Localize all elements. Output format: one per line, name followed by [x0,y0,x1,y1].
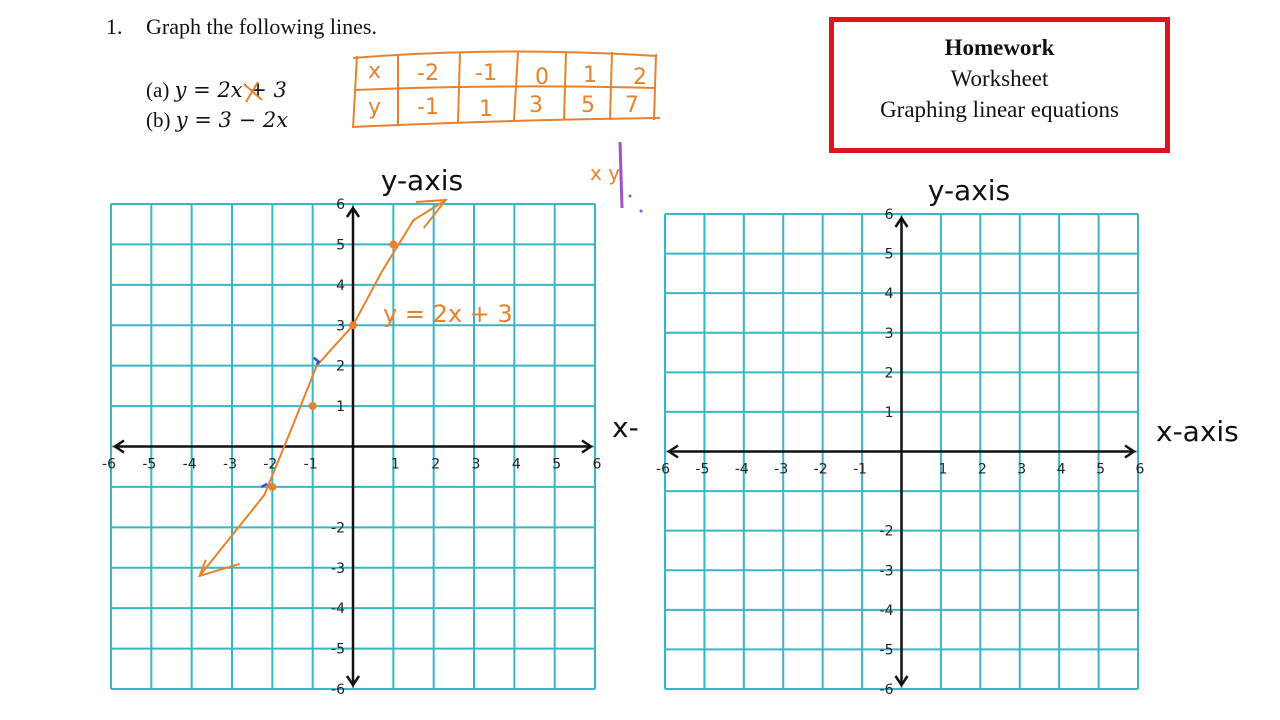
table-divider [610,52,612,120]
y-tick-label: -4 [331,601,345,618]
x-tick-label: 3 [1017,461,1027,478]
x-tick-label: 5 [552,456,562,473]
y-tick-label: -5 [879,642,894,659]
x-tick-label: -2 [813,461,828,478]
equation-b-text: y = 3 − 2x [175,108,289,132]
homework-title: Homework [944,35,1055,60]
y-tick-label: 2 [884,365,894,382]
table-divider [458,52,460,122]
x-tick-label: -1 [303,456,318,473]
homework-topic: Graphing linear equations [880,97,1119,122]
grid-left-y-axis-label: y-axis [380,164,464,197]
equation-a-text: y = 2x + 3 [174,78,287,102]
y-tick-label: 4 [336,277,345,294]
table-x-cell: 2 [633,65,647,90]
y-tick-label: -3 [879,563,894,580]
equation-b-label: (b) [146,108,171,132]
x-tick-label: -1 [853,461,868,478]
plotted-point [349,321,357,329]
x-tick-label: 4 [511,456,521,473]
grid-right-x-axis-label: x-axis [1156,415,1239,448]
y-tick-label: -4 [879,602,894,619]
table-x-cell: -1 [475,61,497,86]
y-tick-label: -3 [331,560,345,577]
graphed-line [200,200,446,576]
table-x-cell: -2 [417,61,439,86]
x-tick-label: -6 [102,456,116,473]
x-tick-label: 4 [1056,461,1066,478]
grid-right [656,207,1145,698]
x-tick-label: -6 [656,461,670,478]
x-tick-label: -5 [142,456,157,473]
y-tick-label: 3 [884,325,894,342]
x-tick-label: 6 [592,456,602,473]
y-tick-label: 5 [884,246,894,263]
x-tick-label: -2 [263,456,278,473]
y-tick-label: 4 [884,286,894,303]
x-tick-label: 1 [938,461,948,478]
side-note: x y [590,161,621,185]
plotted-point [268,483,276,491]
y-tick-label: 1 [336,399,345,416]
value-table [353,51,660,128]
table-x-cell: 0 [535,65,549,90]
homework-subtitle: Worksheet [950,66,1049,91]
table-y-cell: -1 [417,95,439,120]
grid-left [102,197,602,698]
x-tick-label: 6 [1135,461,1145,478]
x-tick-label: -4 [182,456,197,473]
question-number: 1. [106,14,123,39]
x-tick-label: -5 [695,461,710,478]
x-tick-label: -3 [223,456,237,473]
blue-mark [314,358,319,365]
y-tick-label: 1 [884,404,894,421]
table-y-header: y [368,95,382,120]
y-tick-label: -2 [331,520,345,537]
table-x-header: x [368,59,382,84]
line-label: y = 2x + 3 [383,300,513,328]
x-tick-label: 2 [431,456,441,473]
grid-left-x-axis-label: x- [612,411,639,444]
table-right-border [654,54,656,120]
grid-right-y-axis-label: y-axis [927,174,1011,207]
y-tick-label: 5 [336,237,345,254]
table-y-cell: 5 [581,93,595,118]
equation-a-label: (a) [146,78,170,102]
x-tick-label: -3 [774,461,789,478]
y-tick-label: -6 [331,682,345,698]
purple-stroke [620,142,622,208]
plotted-point [309,402,317,410]
y-tick-label: 2 [336,358,345,375]
x-tick-label: 1 [390,456,400,473]
hand-drawn-graph [200,200,446,576]
x-tick-label: 2 [977,461,987,478]
y-tick-label: 3 [336,318,345,335]
purple-dot [640,210,643,213]
y-tick-label: 6 [884,207,894,223]
table-y-cell: 3 [529,93,543,118]
question-prompt: Graph the following lines. [146,14,377,39]
plotted-point [389,240,397,248]
y-tick-label: -6 [879,682,894,698]
strike-mark [244,82,262,102]
table-x-cell: 1 [583,63,597,88]
purple-dot [629,195,632,198]
x-tick-label: -4 [734,461,749,478]
table-divider [564,52,566,120]
y-tick-label: -5 [331,641,345,658]
x-tick-label: 3 [471,456,481,473]
table-left-border [353,56,357,128]
y-tick-label: 6 [336,197,345,213]
value-table-text [368,59,647,122]
table-y-cell: 7 [625,93,639,118]
y-tick-label: -2 [879,523,894,540]
table-bottom-border [353,118,660,127]
x-tick-label: 5 [1096,461,1106,478]
table-y-cell: 1 [479,97,493,122]
